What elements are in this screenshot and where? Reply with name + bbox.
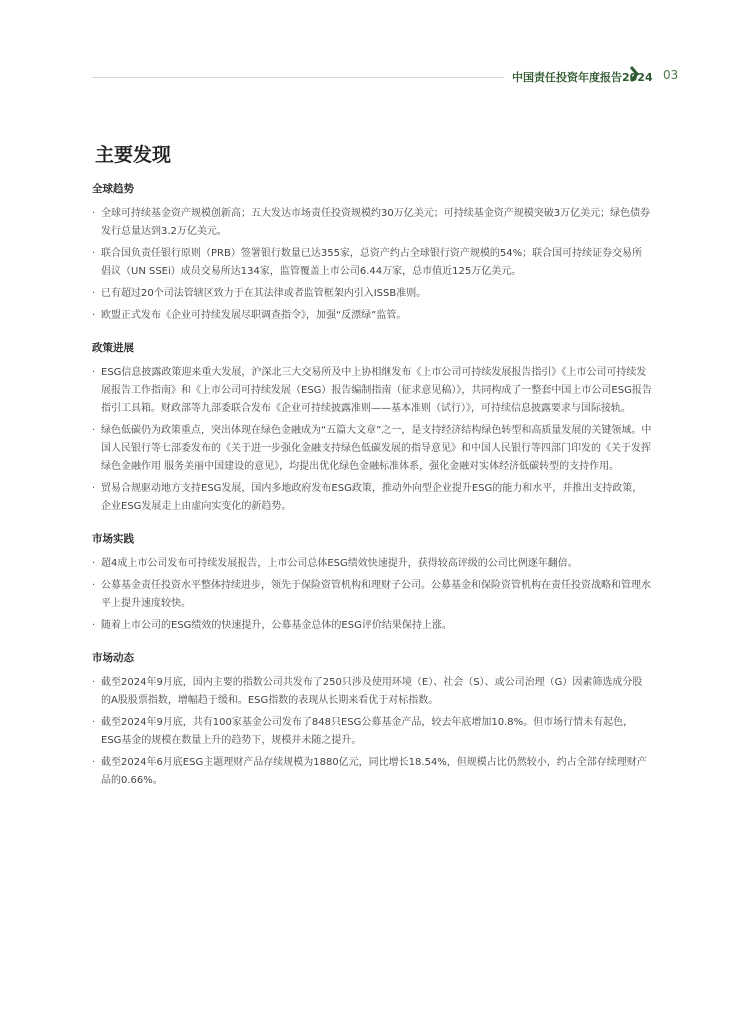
page-number: 03 <box>663 68 679 82</box>
chevron-right-icon <box>629 66 639 82</box>
header-rule <box>92 77 504 78</box>
section-heading: 市场实践 <box>92 533 134 545</box>
section-heading: 市场动态 <box>92 652 134 664</box>
list-item: · 超4成上市公司发布可持续发展报告，上市公司总体ESG绩效快速提升，获得较高评级的公司比例逐年翻倍。 <box>92 558 578 569</box>
list-item: · 全球可持续基金资产规模创新高；五大发达市场责任投资规模约30万亿美元；可持续基金资产规模突破3万亿美元；绿色债券发行总量达到3.2万亿美元。 <box>92 208 651 237</box>
page-title: 主要发现 <box>95 144 172 166</box>
list-item: · 贸易合规驱动地方支持ESG发展，国内多地政府发布ESG政策，推动外向型企业提升ESG的能力和水平，并推出支持政策，企业ESG发展走上由虚向实变化的新趋势。 <box>92 483 643 512</box>
list-item: · 公募基金责任投资水平整体持续进步，领先于保险资管机构和理财子公司。公募基金和保险资管机构在责任投资战略和管理水平上提升速度较快。 <box>92 580 651 609</box>
section-market-practice <box>92 532 652 635</box>
list-item: · 绿色低碳仍为政策重点，突出体现在绿色金融成为“五篇大文章”之一，是支持经济结构绿色转型和高质量发展的关键领域。中国人民银行等七部委发布的《关于进一步强化金融支持绿色低碳发展的指导意见》和中国人民银行等四部门印发的《关于发挥绿色金融作用 服务美丽中国建设的意见》，均提出优化绿色金融标准体系，强化金融对实体经济低碳转型的支持作用。 <box>92 425 652 472</box>
list-item: · 已有超过20个司法管辖区致力于在其法律或者监管框架内引入ISSB准则。 <box>92 288 427 299</box>
list-item: · 联合国负责任银行原则（PRB）签署银行数量已达355家，总资产约占全球银行资产规模的54%；联合国可持续证券交易所倡议（UN SSEi）成员交易所达134家，监管覆盖上市公司6.44万家，总市值近125万亿美元。 <box>92 248 643 277</box>
findings-content <box>92 182 652 794</box>
bullet-list <box>92 555 652 635</box>
list-item: · 截至2024年9月底，共有100家基金公司发布了848只ESG公募基金产品，较去年底增加10.8%。但市场行情未有起色，ESG基金的规模在数量上升的趋势下，规模并未随之提升。 <box>92 717 634 746</box>
section-market-dynamics <box>92 651 652 790</box>
list-item: · ESG信息披露政策迎来重大发展，沪深北三大交易所及中上协相继发布《上市公司可持续发展报告指引》《上市公司可持续发展报告工作指南》和《上市公司可持续发展（ESG）报告编制指南（征求意见稿）》，共同构成了一整套中国上市公司ESG报告指引工具箱。财政部等九部委联合发布《企业可持续披露准则——基本准则（试行）》，可持续信息披露要求与国际接轨。 <box>92 367 652 414</box>
page-header <box>92 64 692 92</box>
list-item: · 欧盟正式发布《企业可持续发展尽职调查指令》，加强“反漂绿”监管。 <box>92 310 407 321</box>
bullet-list <box>92 205 652 325</box>
list-item: · 截至2024年9月底，国内主要的指数公司共发布了250只涉及使用环境（E）、社会（S）、或公司治理（G）因素筛选成分股的A股股票指数，增幅趋于缓和。ESG指数的表现从长期来看优于对标指数。 <box>92 677 643 706</box>
section-global-trends <box>92 182 652 325</box>
bullet-list <box>92 364 652 516</box>
bullet-list <box>92 674 652 790</box>
section-heading: 政策进展 <box>92 342 134 354</box>
section-policy-progress <box>92 341 652 516</box>
report-title: 中国责任投资年度报告2024 <box>512 71 653 84</box>
section-heading: 全球趋势 <box>92 183 134 195</box>
list-item: · 随着上市公司的ESG绩效的快速提升，公募基金总体的ESG评价结果保持上涨。 <box>92 620 452 631</box>
list-item: · 截至2024年6月底ESG主题理财产品存续规模为1880亿元，同比增长18.54%，但规模占比仍然较小，约占全部存续理财产品的0.66%。 <box>92 757 647 786</box>
